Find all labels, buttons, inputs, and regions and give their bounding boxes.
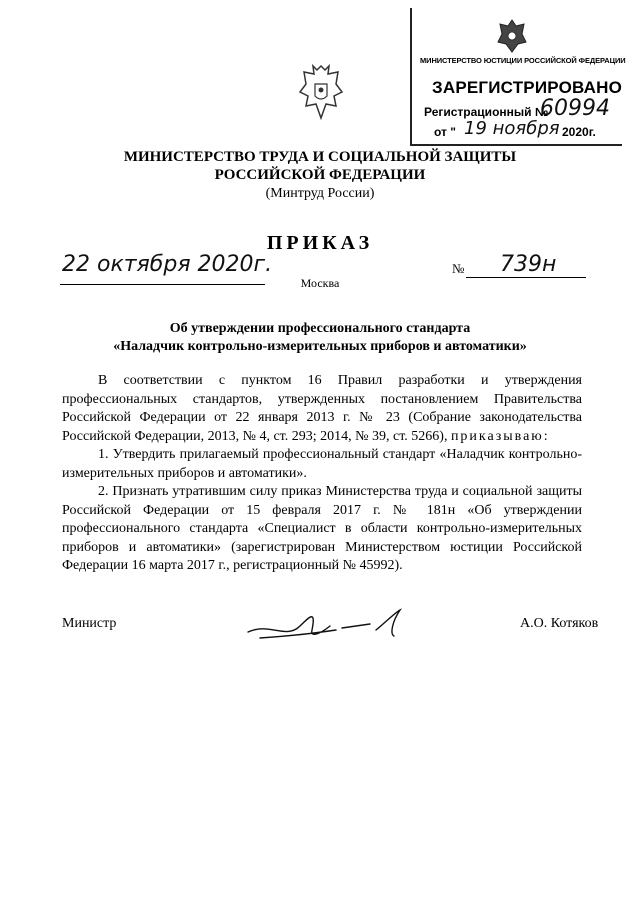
stamp-reg-number: 60994 — [540, 96, 610, 121]
paragraph-1-text: В соответствии с пунктом 16 Правил разработки и утверждения профессиональных стандартов, утвержденных постановлением Правительства Российской Федерации от 22 января 2013 г. № 23 (Собрание законодательства Российской Федерации, 2013, № 4, ст. 293; 2014, № 39, ст. 5266), — [62, 373, 582, 444]
signatory-name: А.О. Котяков — [520, 616, 599, 631]
order-number-label: № — [452, 261, 465, 276]
registration-stamp — [410, 8, 626, 146]
coat-of-arms-icon — [494, 16, 530, 56]
handwritten-signature — [240, 600, 420, 650]
stamp-registration-label — [424, 105, 548, 119]
ministry-name-line1: МИНИСТЕРСТВО ТРУДА И СОЦИАЛЬНОЙ ЗАЩИТЫ — [123, 149, 517, 165]
body-paragraph-1 — [62, 372, 582, 446]
order-number-handwritten: 739н — [500, 252, 557, 277]
body-paragraph-2: 1. Утвердить прилагаемый профессиональный стандарт «Наладчик контрольно-измерительных приборов и автоматики». — [62, 447, 582, 481]
stamp-year: 2020г. — [562, 125, 596, 139]
stamp-date — [434, 125, 456, 139]
stamp-reg-label: Регистрационный № — [424, 105, 549, 119]
date-underline — [60, 284, 265, 285]
stamp-date-prefix: от " — [434, 125, 456, 139]
stamp-date-handwritten: 19 ноября — [464, 118, 560, 139]
stamp-ministry: МИНИСТЕРСТВО ЮСТИЦИИ РОССИЙСКОЙ ФЕДЕРАЦИИ — [420, 56, 626, 65]
document-title-line2: «Наладчик контрольно-измерительных приборов и автоматики» — [113, 339, 527, 354]
body-paragraph-3: 2. Признать утратившим силу приказ Министерства труда и социальной защиты Российской Федерации от 15 февраля 2017 г. № 181н «Об утверждении профессионального стандарта «Специалист в области контрольно-измерительных приборов и автоматики» (зарегистрирован Министерством юстиции Российской Федерации 16 марта 2017 г., регистрационный № 45992). — [62, 484, 582, 573]
document-title-line1: Об утверждении профессионального стандарта — [169, 321, 471, 336]
number-underline — [466, 277, 586, 278]
stamp-registered: ЗАРЕГИСТРИРОВАНО — [432, 78, 623, 97]
order-date-handwritten: 22 октября 2020г. — [62, 252, 273, 277]
signatory-position: Министр — [62, 616, 117, 631]
document-body — [62, 372, 582, 576]
ministry-name-line2: РОССИЙСКОЙ ФЕДЕРАЦИИ — [214, 167, 426, 183]
order-city: Москва — [300, 276, 340, 290]
order-heading: ПРИКАЗ — [266, 232, 374, 254]
order-verb: приказываю: — [450, 428, 550, 444]
coat-of-arms-icon — [296, 62, 346, 124]
ministry-short-name: (Минтруд России) — [265, 186, 375, 201]
